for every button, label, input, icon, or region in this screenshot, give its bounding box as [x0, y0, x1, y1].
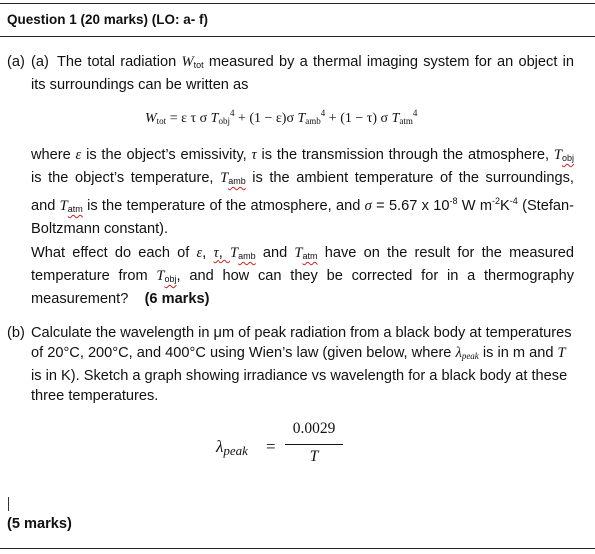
variable-definitions: where ε is the object’s emissivity, τ is the transmission through the atmosphere, $T_{obj}$ is the object’s temperature, $T_{amb}$ is the ambient temperature of the surroundings, and $T_{atm}$ is the temperature of the atmosphere, and σ = 5.67 x $10^{-8}$ W $m^{-2}K^{-4}$ (Stefan-Boltzmann constant). [31, 147, 575, 237]
part-a-inner-label: (a) [31, 54, 49, 70]
bottom-rule [0, 548, 595, 549]
intro-text-2: measured by a thermal imaging system for an object in its surroundings can be written as [31, 54, 574, 93]
part-a-question: What effect do each of ε, τ, $T_{amb}$ and $T_{atm}$ have on the result for the measured temperature from $T_{obj}$, and how can they be corrected for in a thermography measurement? (6 marks) [31, 245, 574, 307]
part-a-outer-label: (a) [7, 54, 25, 70]
title-rule [0, 36, 595, 37]
wien-equation-lhs: λpeak [216, 437, 248, 458]
top-rule [0, 3, 595, 4]
part-b-label: (b) [7, 325, 25, 341]
fraction-bar [285, 444, 343, 445]
wien-equals: = [266, 437, 276, 456]
part-b-text: Calculate the wavelength in μm of peak radiation from a black body at temperatures of 20°C, 200°C, and 400°C using Wien’s law (given below, where $\lambda_{peak}$ is in m and T is in K). Sketch a graph showing irradiance vs wavelength for a black body at these three temperatures. [31, 325, 572, 404]
w-sub: tot [193, 60, 204, 70]
wien-denominator: T [309, 448, 319, 465]
w-symbol: W [181, 54, 194, 70]
wien-numerator: 0.0029 [292, 420, 336, 437]
radiation-equation: $W_{tot} = \varepsilon$ τ σ $T_{obj}^4 + (1 - \varepsilon)\sigma$ $T_{amb}^4 + (1 - \tau)$ σ $T_{atm}^4$ [145, 108, 418, 126]
intro-text-1: The total radiation [57, 54, 182, 70]
part-a-intro [31, 52, 574, 95]
part-a-marks: (6 marks) [144, 291, 210, 307]
question-title: Question 1 (20 marks) (LO: a- f) [7, 12, 209, 27]
part-b-marks: (5 marks) [7, 516, 72, 532]
text-cursor [8, 497, 9, 511]
